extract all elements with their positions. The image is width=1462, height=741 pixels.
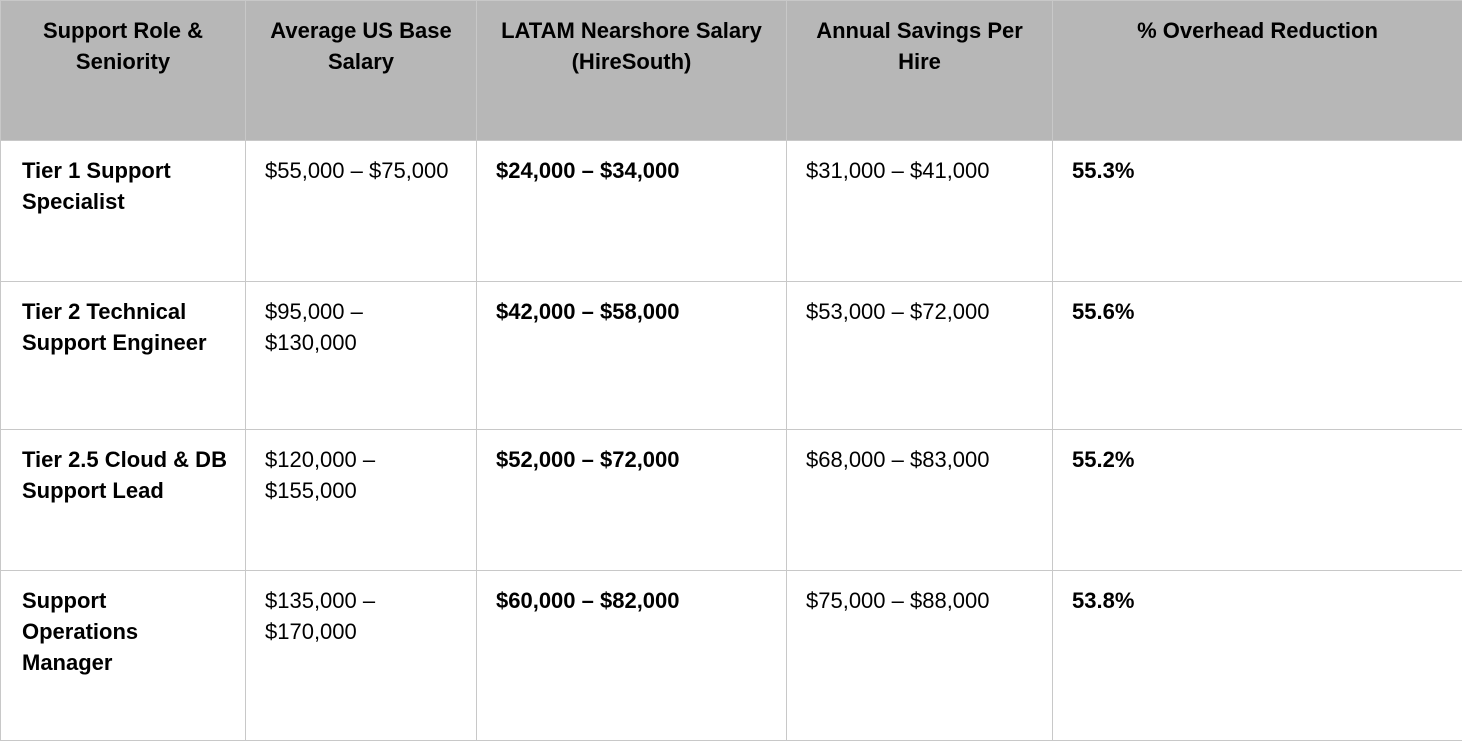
cell-savings: $68,000 – $83,000 bbox=[787, 430, 1053, 571]
cell-reduction: 55.6% bbox=[1053, 282, 1462, 430]
cell-reduction: 55.2% bbox=[1053, 430, 1462, 571]
table-header bbox=[1, 1, 1462, 141]
header-us-salary: Average US Base Salary bbox=[246, 1, 477, 141]
cell-latam-salary: $42,000 – $58,000 bbox=[477, 282, 787, 430]
table-row bbox=[1, 430, 1462, 571]
cell-reduction: 55.3% bbox=[1053, 141, 1462, 282]
cell-role: Tier 1 Support Specialist bbox=[1, 141, 246, 282]
cell-us-salary: $120,000 – $155,000 bbox=[246, 430, 477, 571]
header-reduction: % Overhead Reduction bbox=[1053, 1, 1462, 141]
cell-savings: $53,000 – $72,000 bbox=[787, 282, 1053, 430]
cell-latam-salary: $52,000 – $72,000 bbox=[477, 430, 787, 571]
cell-savings: $31,000 – $41,000 bbox=[787, 141, 1053, 282]
cell-latam-salary: $24,000 – $34,000 bbox=[477, 141, 787, 282]
cell-savings: $75,000 – $88,000 bbox=[787, 571, 1053, 741]
header-savings: Annual Savings Per Hire bbox=[787, 1, 1053, 141]
table-row bbox=[1, 282, 1462, 430]
header-latam-salary: LATAM Nearshore Salary (HireSouth) bbox=[477, 1, 787, 141]
cell-role: Tier 2 Technical Support Engineer bbox=[1, 282, 246, 430]
cell-us-salary: $135,000 – $170,000 bbox=[246, 571, 477, 741]
cell-us-salary: $55,000 – $75,000 bbox=[246, 141, 477, 282]
cell-role: Tier 2.5 Cloud & DB Support Lead bbox=[1, 430, 246, 571]
table-row bbox=[1, 141, 1462, 282]
header-role: Support Role & Seniority bbox=[1, 1, 246, 141]
cell-us-salary: $95,000 – $130,000 bbox=[246, 282, 477, 430]
cell-reduction: 53.8% bbox=[1053, 571, 1462, 741]
header-row bbox=[1, 1, 1462, 141]
table-row bbox=[1, 571, 1462, 741]
cell-latam-salary: $60,000 – $82,000 bbox=[477, 571, 787, 741]
cell-role: Support Operations Manager bbox=[1, 571, 246, 741]
table-body bbox=[1, 141, 1462, 741]
